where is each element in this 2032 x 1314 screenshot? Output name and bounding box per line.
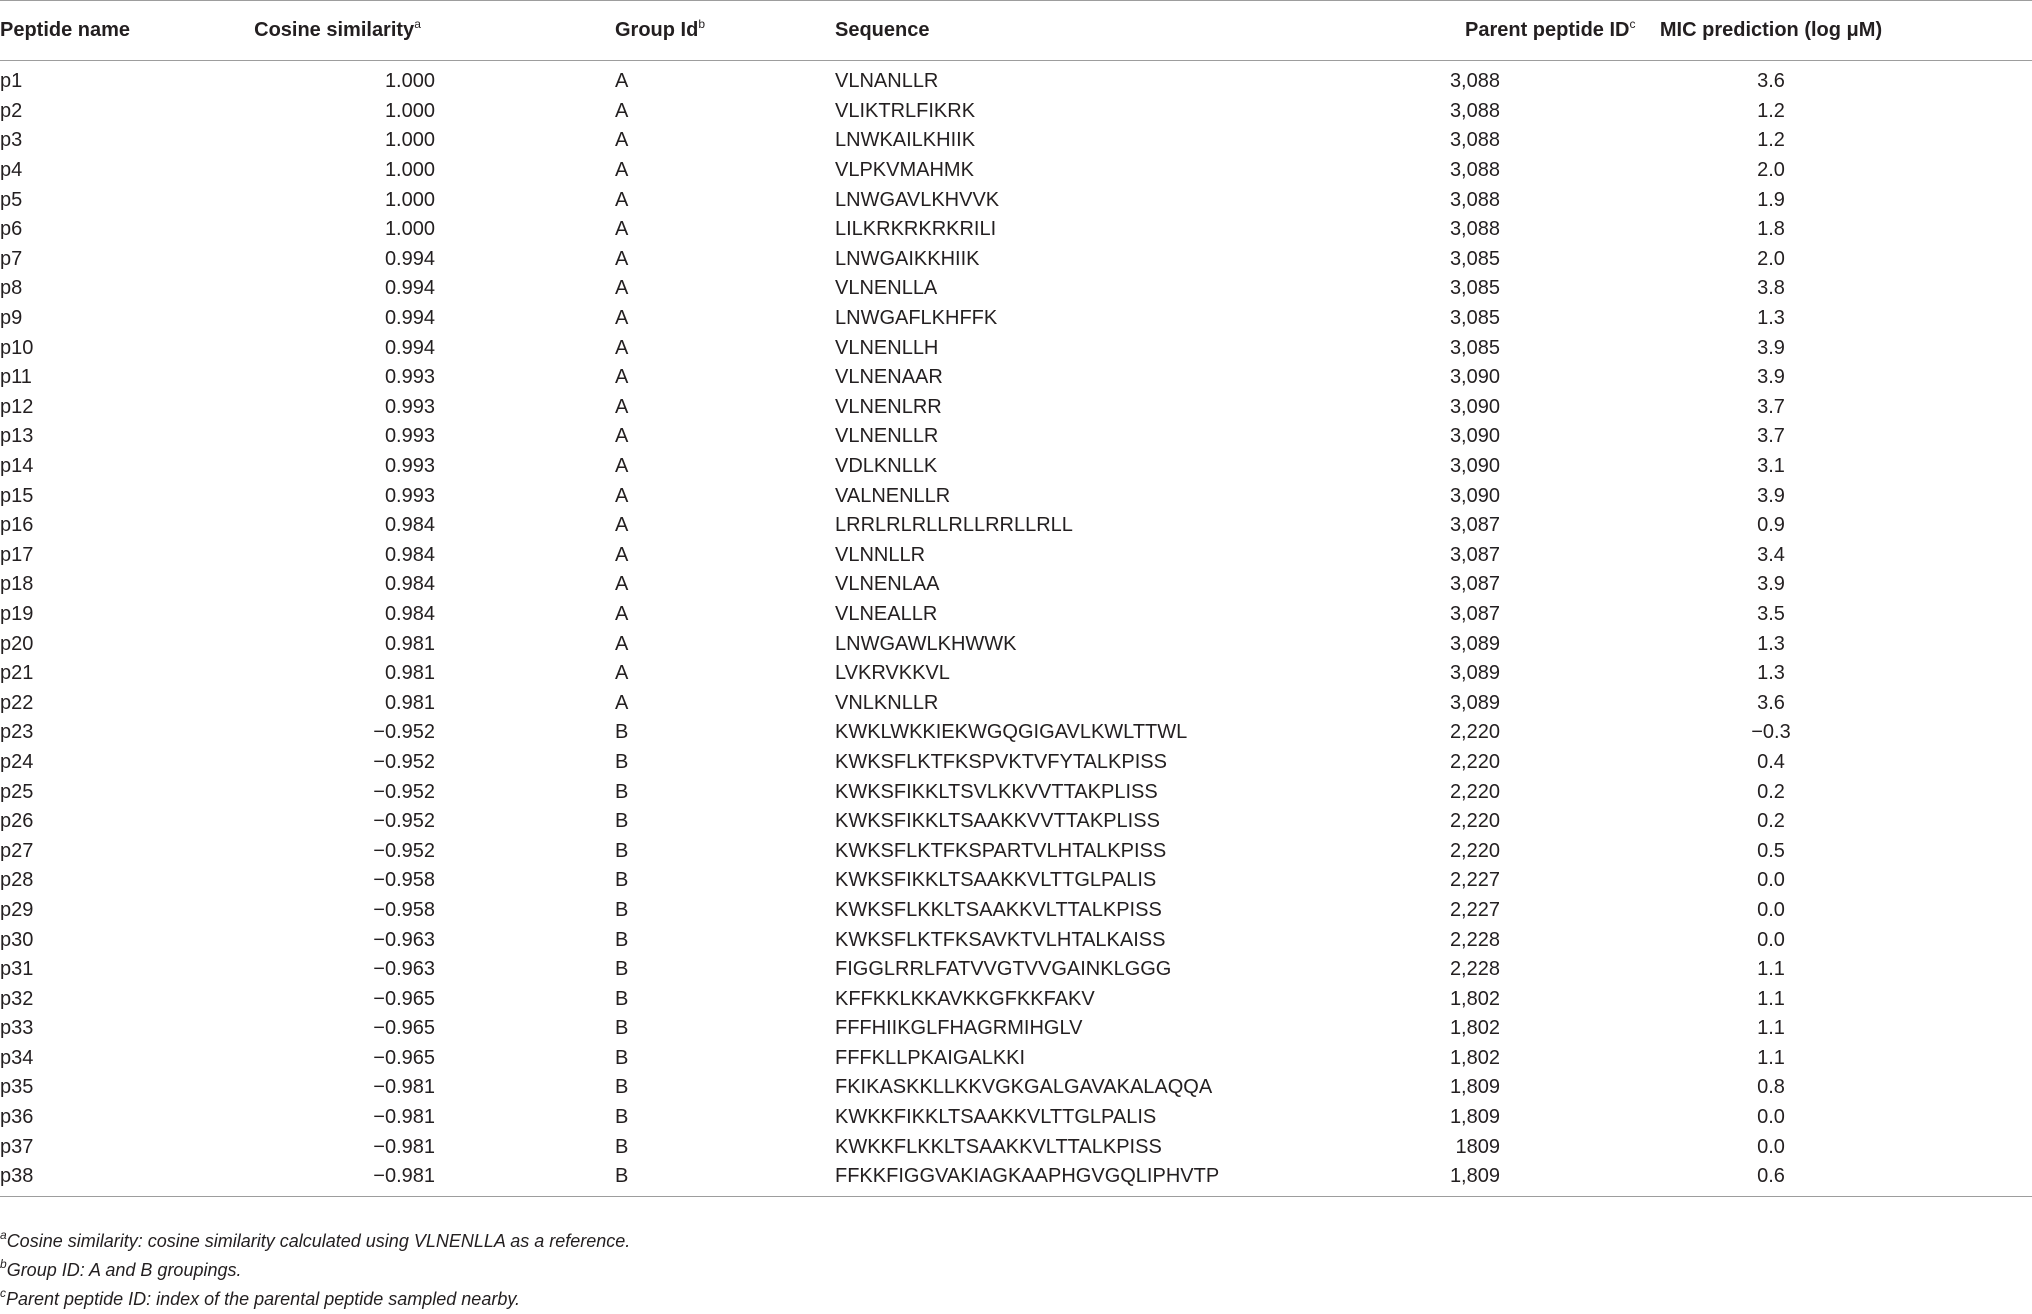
table-row — [0, 1162, 2032, 1196]
cell-cosine-similarity: −0.965 — [373, 1046, 435, 1069]
table-row — [0, 363, 2032, 393]
cell-group-id: A — [615, 543, 629, 566]
cell-peptide-name: p18 — [0, 573, 34, 596]
cell-mic-prediction: 2.0 — [1757, 247, 1785, 270]
cell-parent-peptide-id: 2,220 — [1449, 810, 1500, 833]
cell-mic-prediction: 1.1 — [1757, 1017, 1785, 1040]
footnote-b — [0, 1256, 2032, 1285]
table-row — [0, 1044, 2032, 1074]
cell-cosine-similarity: 0.984 — [384, 543, 435, 566]
table-row — [0, 1103, 2032, 1133]
cell-parent-peptide-id: 3,087 — [1449, 514, 1500, 537]
cell-cosine-similarity: −0.952 — [373, 721, 435, 744]
cell-mic-prediction: 3.1 — [1757, 455, 1785, 478]
cell-parent-peptide-id: 2,220 — [1449, 780, 1500, 803]
table-row — [0, 807, 2032, 837]
cell-group-id: B — [615, 1076, 629, 1099]
cell-peptide-name: p28 — [0, 869, 34, 892]
header-row — [0, 1, 2032, 61]
cell-parent-peptide-id: 3,087 — [1449, 543, 1500, 566]
cell-cosine-similarity: −0.981 — [373, 1076, 435, 1099]
cell-peptide-name: p21 — [0, 662, 34, 685]
cell-sequence: VLNENLLH — [835, 336, 939, 359]
cell-peptide-name: p2 — [0, 99, 23, 122]
cell-cosine-similarity: −0.965 — [373, 1017, 435, 1040]
cell-mic-prediction: 3.7 — [1757, 425, 1785, 448]
cell-cosine-similarity: 0.984 — [384, 573, 435, 596]
cell-peptide-name: p6 — [0, 218, 23, 241]
header-parent-label: Parent peptide ID — [1465, 19, 1630, 41]
cell-mic-prediction: 1.1 — [1757, 987, 1785, 1010]
cell-parent-peptide-id: 3,088 — [1449, 159, 1500, 182]
cell-mic-prediction: 3.9 — [1757, 484, 1785, 507]
table-row — [0, 274, 2032, 304]
cell-group-id: A — [615, 247, 629, 270]
cell-sequence: VLNEALLR — [835, 602, 938, 625]
cell-sequence: LNWGAIKKHIIK — [835, 247, 980, 270]
cell-cosine-similarity: 0.984 — [384, 514, 435, 537]
header-peptide-name — [0, 1, 190, 61]
cell-group-id: A — [615, 602, 629, 625]
table-row — [0, 393, 2032, 423]
cell-cosine-similarity: −0.963 — [373, 928, 435, 951]
cell-parent-peptide-id: 3,085 — [1449, 247, 1500, 270]
cell-sequence: VDLKNLLK — [835, 455, 938, 478]
table-row — [0, 511, 2032, 541]
cell-cosine-similarity: −0.952 — [373, 810, 435, 833]
cell-peptide-name: p5 — [0, 188, 23, 211]
cell-mic-prediction: 1.1 — [1757, 1046, 1785, 1069]
cell-sequence: VALNENLLR — [835, 484, 951, 507]
cell-cosine-similarity: 1.000 — [384, 70, 435, 93]
table-row — [0, 659, 2032, 689]
cell-mic-prediction: 0.2 — [1757, 810, 1785, 833]
cell-peptide-name: p36 — [0, 1106, 34, 1129]
cell-group-id: A — [615, 395, 629, 418]
footnote-b-text: Group ID: A and B groupings. — [6, 1260, 242, 1280]
cell-sequence: FKIKASKKLLKKVGKGALGAVAKALAQQA — [835, 1076, 1213, 1099]
cell-cosine-similarity: 1.000 — [384, 159, 435, 182]
cell-sequence: FFFKLLPKAIGALKKI — [835, 1046, 1026, 1069]
cell-cosine-similarity: −0.981 — [373, 1135, 435, 1158]
cell-cosine-similarity: −0.958 — [373, 898, 435, 921]
table-row — [0, 570, 2032, 600]
table-row — [0, 984, 2032, 1014]
cell-sequence: KWKSFIKKLTSVLKKVVTTAKPLISS — [835, 780, 1158, 803]
cell-sequence: KFFKKLKKAVKKGFKKFAKV — [835, 987, 1095, 1010]
cell-sequence: FFKKFIGGVAKIAGKAAPHGVGQLIPHVTP — [615, 1162, 1245, 1196]
cell-mic-prediction: 0.0 — [1757, 869, 1785, 892]
cell-peptide-name: p26 — [0, 810, 34, 833]
cell-sequence: LNWGAVLKHVVK — [835, 188, 1000, 211]
cell-parent-peptide-id: 3,088 — [1449, 129, 1500, 152]
cell-parent-peptide-id: 3,085 — [1449, 307, 1500, 330]
cell-group-id: B — [615, 869, 629, 892]
cell-group-id: B — [615, 928, 629, 951]
cell-parent-peptide-id: 3,090 — [1449, 484, 1500, 507]
header-sequence-label: Sequence — [835, 19, 930, 41]
table-row — [0, 126, 2032, 156]
table-row — [0, 452, 2032, 482]
cell-peptide-name: p25 — [0, 780, 34, 803]
cell-group-id: A — [615, 662, 629, 685]
table-row — [0, 1073, 2032, 1103]
table-row — [0, 600, 2032, 630]
cell-peptide-name: p7 — [0, 247, 23, 270]
cell-group-id: A — [615, 70, 629, 93]
cell-group-id: A — [615, 99, 629, 122]
cell-cosine-similarity: −0.952 — [373, 839, 435, 862]
cell-sequence: KWKSFIKKLTSAAKKVVTTAKPLISS — [835, 810, 1160, 833]
cell-group-id: B — [615, 1046, 629, 1069]
cell-peptide-name: p8 — [0, 277, 23, 300]
cell-sequence: VLNENAAR — [835, 366, 943, 389]
cell-peptide-name: p34 — [0, 1046, 34, 1069]
cell-mic-prediction: 3.5 — [1757, 602, 1785, 625]
cell-mic-prediction: 0.0 — [1757, 898, 1785, 921]
cell-group-id: A — [615, 484, 629, 507]
cell-group-id: A — [615, 514, 629, 537]
cell-parent-peptide-id: 3,090 — [1449, 395, 1500, 418]
cell-cosine-similarity: 0.994 — [384, 277, 435, 300]
cell-peptide-name: p1 — [0, 70, 23, 93]
cell-mic-prediction: 0.8 — [1757, 1076, 1785, 1099]
cell-mic-prediction: 2.0 — [1757, 159, 1785, 182]
cell-mic-prediction: 1.1 — [1757, 958, 1785, 981]
cell-parent-peptide-id: 1,802 — [1449, 1046, 1500, 1069]
table-body — [0, 61, 2032, 1197]
table-header — [0, 1, 2032, 61]
cell-sequence: LVKRVKKVL — [835, 662, 950, 685]
cell-sequence: KWKKFIKKLTSAAKKVLTTGLPALIS — [835, 1106, 1157, 1129]
cell-sequence: LILKRKRKRKRILI — [835, 218, 997, 241]
cell-parent-peptide-id: 3,088 — [1449, 188, 1500, 211]
cell-peptide-name: p10 — [0, 336, 34, 359]
header-cosine-similarity — [190, 1, 445, 61]
cell-cosine-similarity: −0.981 — [373, 1106, 435, 1129]
cell-mic-prediction: 3.4 — [1757, 543, 1785, 566]
cell-sequence: VLIKTRLFIKRK — [835, 99, 976, 122]
cell-mic-prediction: 0.5 — [1757, 839, 1785, 862]
header-mic-label: MIC prediction (log μM) — [1659, 19, 1883, 41]
cell-cosine-similarity: −0.981 — [190, 1162, 445, 1196]
cell-mic-prediction: 0.4 — [1757, 750, 1785, 773]
cell-peptide-name: p37 — [0, 1135, 34, 1158]
cell-sequence: VLNENLLR — [835, 425, 939, 448]
cell-group-id: B — [445, 1162, 615, 1196]
header-sequence — [615, 1, 1245, 61]
table-row — [0, 245, 2032, 275]
table-row — [0, 333, 2032, 363]
cell-peptide-name: p11 — [0, 366, 32, 389]
cell-peptide-name: p22 — [0, 691, 34, 714]
cell-group-id: A — [615, 129, 629, 152]
cell-cosine-similarity: 0.994 — [384, 247, 435, 270]
cell-group-id: B — [615, 750, 629, 773]
cell-sequence: LNWGAFLKHFFK — [835, 307, 998, 330]
cell-parent-peptide-id: 3,089 — [1449, 632, 1500, 655]
cell-peptide-name: p13 — [0, 425, 34, 448]
cell-cosine-similarity: 1.000 — [384, 129, 435, 152]
footnote-c-text: Parent peptide ID: index of the parental peptide sampled nearby. — [6, 1289, 521, 1309]
cell-sequence: LNWGAWLKHWWK — [835, 632, 1017, 655]
cell-group-id: A — [615, 307, 629, 330]
cell-parent-peptide-id: 2,227 — [1449, 869, 1500, 892]
cell-group-id: B — [615, 987, 629, 1010]
cell-mic-prediction: 0.0 — [1757, 1106, 1785, 1129]
cell-mic-prediction: 0.0 — [1757, 1135, 1785, 1158]
cell-cosine-similarity: 1.000 — [384, 99, 435, 122]
cell-group-id: A — [615, 455, 629, 478]
cell-sequence: LRRLRLRLLRLLRRLLRLL — [835, 514, 1073, 537]
cell-cosine-similarity: 0.994 — [384, 336, 435, 359]
cell-parent-peptide-id: 1,802 — [1449, 1017, 1500, 1040]
cell-parent-peptide-id: 2,228 — [1449, 958, 1500, 981]
cell-sequence: KWKSFLKTFKSAVKTVLHTALKAISS — [835, 928, 1166, 951]
cell-sequence: VLNENLLA — [835, 277, 938, 300]
cell-sequence: KWKSFLKKLTSAAKKVLTTALKPISS — [835, 898, 1162, 921]
cell-group-id: B — [615, 1017, 629, 1040]
cell-parent-peptide-id: 3,090 — [1449, 455, 1500, 478]
cell-mic-prediction: 3.7 — [1757, 395, 1785, 418]
table-row — [0, 836, 2032, 866]
cell-peptide-name: p30 — [0, 928, 34, 951]
table-row — [0, 422, 2032, 452]
table-row — [0, 481, 2032, 511]
cell-peptide-name: p17 — [0, 543, 34, 566]
cell-sequence: FIGGLRRLFATVVGTVVGAINKLGGG — [835, 958, 1172, 981]
cell-mic-prediction: 3.9 — [1757, 573, 1785, 596]
cell-peptide-name: p14 — [0, 455, 34, 478]
table-row — [0, 61, 2032, 97]
cell-group-id: A — [615, 336, 629, 359]
cell-group-id: A — [615, 277, 629, 300]
cell-mic-prediction: 1.2 — [1757, 129, 1785, 152]
footnotes — [0, 1227, 2032, 1314]
header-cosine-label: Cosine similarity — [254, 19, 415, 41]
cell-sequence: KWKKFLKKLTSAAKKVLTTALKPISS — [835, 1135, 1162, 1158]
header-group-id — [445, 1, 706, 61]
cell-mic-prediction: 0.0 — [1757, 928, 1785, 951]
table-row — [0, 156, 2032, 186]
cell-peptide-name: p33 — [0, 1017, 34, 1040]
header-parent-peptide-id — [1245, 1, 1636, 61]
cell-cosine-similarity: 1.000 — [384, 188, 435, 211]
cell-cosine-similarity: −0.965 — [373, 987, 435, 1010]
footnote-marker-b: b — [698, 17, 706, 31]
cell-peptide-name: p3 — [0, 129, 23, 152]
cell-peptide-name: p16 — [0, 514, 34, 537]
cell-group-id: B — [615, 721, 629, 744]
cell-mic-prediction: 0.6 — [1510, 1162, 2032, 1196]
table-row — [0, 718, 2032, 748]
table-row — [0, 866, 2032, 896]
cell-parent-peptide-id: 3,085 — [1449, 336, 1500, 359]
cell-cosine-similarity: 0.984 — [384, 602, 435, 625]
footnote-a-marker: a — [0, 1228, 7, 1242]
cell-peptide-name: p24 — [0, 750, 34, 773]
cell-sequence: KWKSFLKTFKSPVKTVFYTALKPISS — [835, 750, 1167, 773]
cell-mic-prediction: 0.9 — [1757, 514, 1785, 537]
cell-parent-peptide-id: 1,802 — [1449, 987, 1500, 1010]
cell-mic-prediction: 0.2 — [1757, 780, 1785, 803]
cell-sequence: VNLKNLLR — [835, 691, 939, 714]
cell-group-id: A — [615, 159, 629, 182]
footnote-c-marker: c — [0, 1286, 6, 1300]
cell-parent-peptide-id: 3,087 — [1449, 602, 1500, 625]
cell-parent-peptide-id: 2,220 — [1449, 839, 1500, 862]
cell-sequence: FFFHIIKGLFHAGRMIHGLV — [835, 1017, 1083, 1040]
cell-mic-prediction: 3.9 — [1757, 366, 1785, 389]
cell-peptide-name: p19 — [0, 602, 34, 625]
cell-cosine-similarity: 0.994 — [384, 307, 435, 330]
cell-sequence: VLNENLRR — [835, 395, 942, 418]
footnote-b-marker: b — [0, 1257, 7, 1271]
cell-cosine-similarity: 0.981 — [384, 632, 435, 655]
cell-group-id: B — [615, 839, 629, 862]
table-row — [0, 896, 2032, 926]
cell-group-id: B — [615, 958, 629, 981]
cell-parent-peptide-id: 2,227 — [1449, 898, 1500, 921]
cell-peptide-name: p27 — [0, 839, 34, 862]
cell-mic-prediction: 1.3 — [1757, 662, 1785, 685]
cell-mic-prediction: −0.3 — [1751, 721, 1791, 744]
cell-mic-prediction: 1.9 — [1757, 188, 1785, 211]
cell-mic-prediction: 1.3 — [1757, 307, 1785, 330]
cell-cosine-similarity: −0.963 — [373, 958, 435, 981]
cell-peptide-name: p4 — [0, 159, 23, 182]
footnote-a-text: Cosine similarity: cosine similarity calculated using VLNENLLA as a reference. — [6, 1231, 631, 1251]
table-row — [0, 777, 2032, 807]
cell-cosine-similarity: 0.993 — [384, 395, 435, 418]
cell-peptide-name: p9 — [0, 307, 23, 330]
table-row — [0, 1132, 2032, 1162]
cell-group-id: A — [615, 366, 629, 389]
cell-cosine-similarity: −0.952 — [373, 750, 435, 773]
cell-sequence: VLPKVMAHMK — [835, 159, 974, 182]
cell-group-id: A — [615, 573, 629, 596]
cell-mic-prediction: 3.6 — [1757, 70, 1785, 93]
cell-sequence: VLNANLLR — [835, 70, 939, 93]
footnote-marker-c: c — [1629, 17, 1636, 31]
cell-group-id: B — [615, 1106, 629, 1129]
table-row — [0, 748, 2032, 778]
cell-group-id: B — [615, 1135, 629, 1158]
cell-peptide-name: p31 — [0, 958, 34, 981]
table-row — [0, 1014, 2032, 1044]
cell-parent-peptide-id: 1809 — [1455, 1135, 1500, 1158]
footnote-c — [0, 1285, 2032, 1314]
cell-mic-prediction: 1.8 — [1757, 218, 1785, 241]
header-peptide-name-label: Peptide name — [0, 19, 131, 41]
cell-peptide-name: p32 — [0, 987, 34, 1010]
cell-parent-peptide-id: 3,089 — [1449, 691, 1500, 714]
table-row — [0, 185, 2032, 215]
cell-cosine-similarity: 0.993 — [384, 455, 435, 478]
cell-parent-peptide-id: 3,085 — [1449, 277, 1500, 300]
table-row — [0, 629, 2032, 659]
header-group-label: Group Id — [615, 19, 699, 41]
cell-group-id: A — [615, 218, 629, 241]
cell-mic-prediction: 1.2 — [1757, 99, 1785, 122]
cell-group-id: A — [615, 632, 629, 655]
cell-parent-peptide-id: 2,228 — [1449, 928, 1500, 951]
cell-peptide-name: p12 — [0, 395, 34, 418]
cell-cosine-similarity: 1.000 — [384, 218, 435, 241]
cell-parent-peptide-id: 3,088 — [1449, 99, 1500, 122]
cell-peptide-name: p38 — [0, 1162, 190, 1196]
cell-parent-peptide-id: 1,809 — [1245, 1162, 1510, 1196]
cell-peptide-name: p15 — [0, 484, 34, 507]
cell-peptide-name: p23 — [0, 721, 34, 744]
cell-mic-prediction: 1.3 — [1757, 632, 1785, 655]
cell-cosine-similarity: 0.993 — [384, 366, 435, 389]
cell-group-id: A — [615, 425, 629, 448]
cell-parent-peptide-id: 3,088 — [1449, 70, 1500, 93]
cell-parent-peptide-id: 3,089 — [1449, 662, 1500, 685]
table-row — [0, 541, 2032, 571]
cell-parent-peptide-id: 3,087 — [1449, 573, 1500, 596]
cell-peptide-name: p20 — [0, 632, 34, 655]
cell-peptide-name: p29 — [0, 898, 34, 921]
table-row — [0, 215, 2032, 245]
cell-sequence: KWKSFLKTFKSPARTVLHTALKPISS — [835, 839, 1167, 862]
cell-group-id: B — [615, 780, 629, 803]
cell-sequence: VLNENLAA — [835, 573, 940, 596]
footnote-a — [0, 1227, 2032, 1256]
cell-parent-peptide-id: 1,809 — [1449, 1106, 1500, 1129]
cell-sequence: KWKSFIKKLTSAAKKVLTTGLPALIS — [835, 869, 1157, 892]
cell-parent-peptide-id: 2,220 — [1449, 721, 1500, 744]
cell-sequence: LNWKAILKHIIK — [835, 129, 976, 152]
cell-parent-peptide-id: 3,090 — [1449, 366, 1500, 389]
table-row — [0, 688, 2032, 718]
cell-cosine-similarity: 0.993 — [384, 425, 435, 448]
cell-group-id: B — [615, 898, 629, 921]
cell-mic-prediction: 3.8 — [1757, 277, 1785, 300]
cell-mic-prediction: 3.6 — [1757, 691, 1785, 714]
cell-parent-peptide-id: 3,088 — [1449, 218, 1500, 241]
cell-sequence: VLNNLLR — [835, 543, 926, 566]
table-row — [0, 955, 2032, 985]
cell-group-id: B — [615, 810, 629, 833]
cell-cosine-similarity: −0.952 — [373, 780, 435, 803]
cell-cosine-similarity: −0.958 — [373, 869, 435, 892]
cell-group-id: A — [615, 188, 629, 211]
cell-cosine-similarity: 0.981 — [384, 662, 435, 685]
table-row — [0, 925, 2032, 955]
footnote-marker-a: a — [414, 17, 421, 31]
cell-mic-prediction: 3.9 — [1757, 336, 1785, 359]
cell-parent-peptide-id: 3,090 — [1449, 425, 1500, 448]
cell-peptide-name: p35 — [0, 1076, 34, 1099]
cell-cosine-similarity: 0.993 — [384, 484, 435, 507]
cell-parent-peptide-id: 2,220 — [1449, 750, 1500, 773]
cell-parent-peptide-id: 1,809 — [1449, 1076, 1500, 1099]
table-row — [0, 97, 2032, 127]
cell-cosine-similarity: 0.981 — [384, 691, 435, 714]
cell-sequence: KWKLWKKIEKWGQGIGAVLKWLTTWL — [835, 721, 1188, 744]
cell-group-id: A — [615, 691, 629, 714]
table-row — [0, 304, 2032, 334]
